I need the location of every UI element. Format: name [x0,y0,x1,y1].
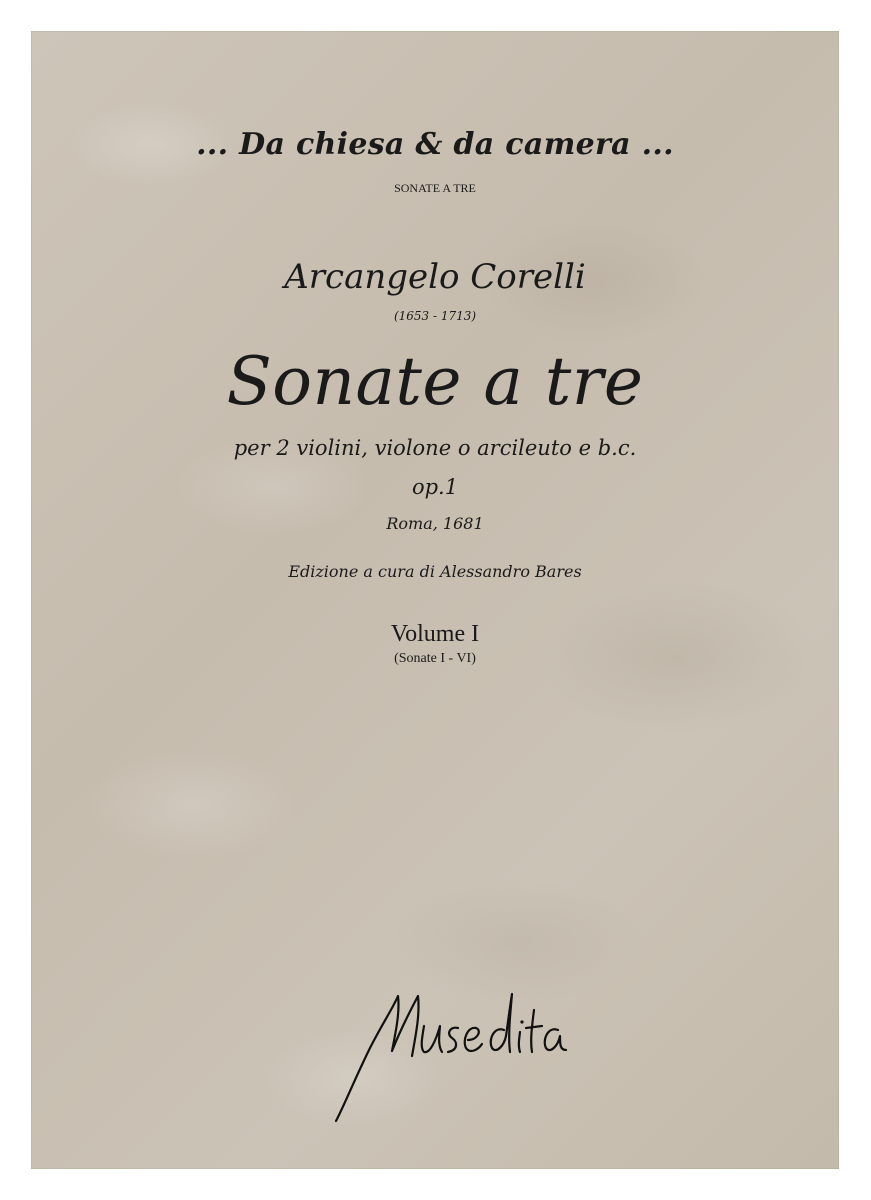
work-title: Sonate a tre [226,343,644,420]
opus-number: op.1 [411,475,459,499]
volume-label: Volume I [390,621,480,647]
series-title: ... Da chiesa & da camera ... [196,127,674,162]
publisher-logo [296,936,596,1136]
instrumentation: per 2 violini, violone o arcileuto e b.c. [233,436,637,460]
composer-dates: (1653 - 1713) [393,309,477,323]
signature-logo-icon [296,936,596,1136]
volume-contents: (Sonate I - VI) [394,651,476,666]
score-cover [31,31,839,1169]
composer-name: Arcangelo Corelli [284,257,586,297]
editor-credit: Edizione a cura di Alessandro Bares [288,562,582,581]
series-subtitle: SONATE A TRE [394,181,476,195]
place-year: Roma, 1681 [386,514,484,533]
